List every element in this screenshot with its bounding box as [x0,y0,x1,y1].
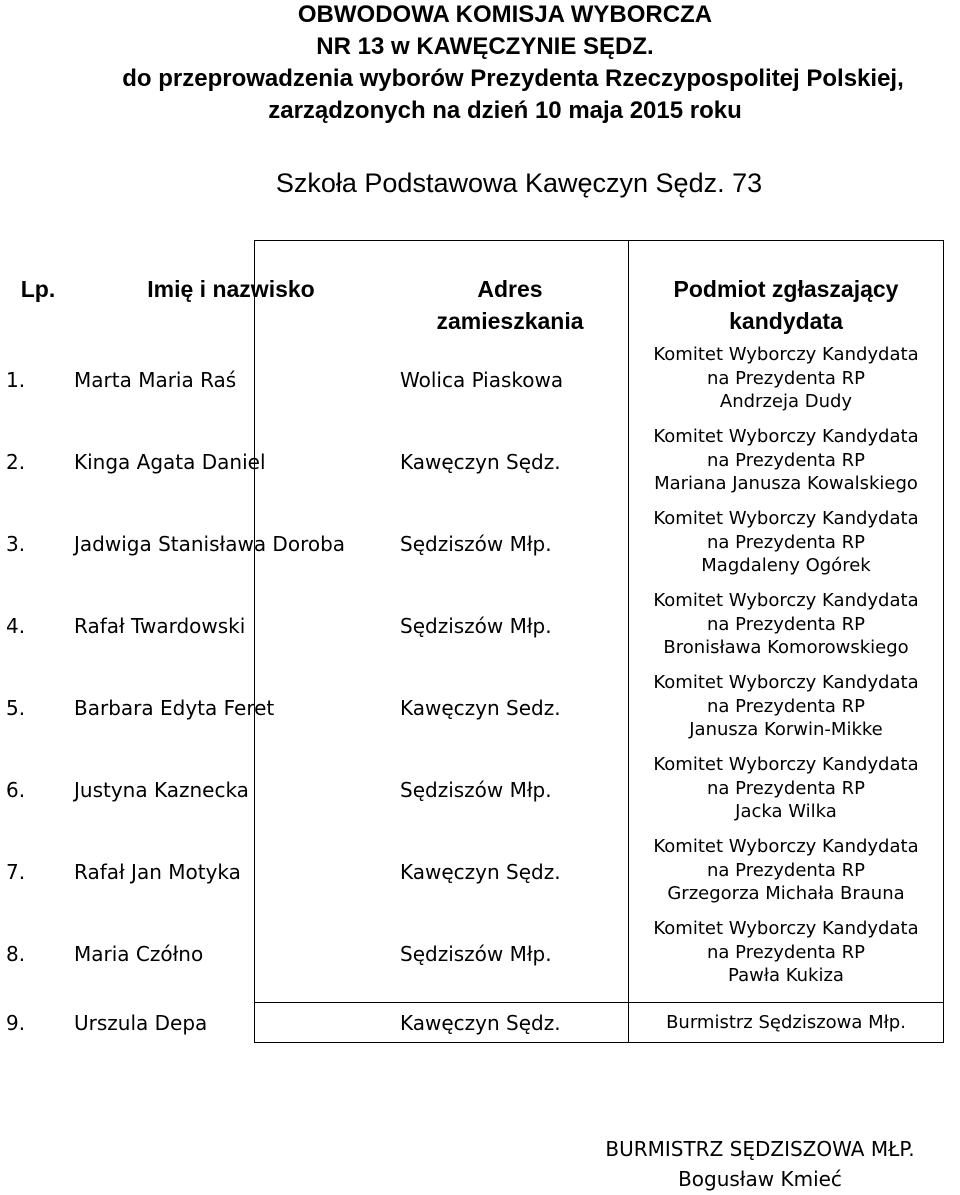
row-6-address: Sędziszów Młp. [400,778,552,802]
row-7-address: Kawęczyn Sędz. [400,860,561,884]
header-address-1: Adres [477,276,543,302]
row-1-nominator: Komitet Wyborczy Kandydata na Prezydenta RP Andrzeja Dudy [653,344,919,412]
signature-title: BURMISTRZ SĘDZISZOWA MŁP. [605,1137,915,1161]
row-9-name: Urszula Depa [74,1011,208,1035]
row-2-address: Kawęczyn Sędz. [400,450,561,474]
header-nominator-2: kandydata [729,308,843,334]
row-1-name: Marta Maria Raś [74,368,237,392]
row-7-nominator: Komitet Wyborczy Kandydata na Prezydenta RP Grzegorza Michała Brauna [653,836,919,904]
election-purpose: do przeprowadzenia wyborów Prezydenta Rzeczypospolitej Polskiej, [122,65,904,92]
row-4-name: Rafał Twardowski [74,614,246,638]
header-address-2: zamieszkania [436,308,584,334]
row-2-lp: 2. [6,450,26,474]
row-5-nominator: Komitet Wyborczy Kandydata na Prezydenta RP Janusza Korwin-Mikke [653,672,919,740]
row-3-nominator: Komitet Wyborczy Kandydata na Prezydenta RP Magdaleny Ogórek [653,508,919,576]
row-1-lp: 1. [6,368,26,392]
row-7-name: Rafał Jan Motyka [74,860,241,884]
row-3-lp: 3. [6,532,26,556]
polling-venue: Szkoła Podstawowa Kawęczyn Sędz. 73 [275,168,763,198]
row-5-name: Barbara Edyta Feret [74,696,275,720]
row-8-lp: 8. [6,942,26,966]
row-9-address: Kawęczyn Sędz. [400,1011,561,1035]
row-4-nominator: Komitet Wyborczy Kandydata na Prezydenta RP Bronisława Komorowskiego [653,590,919,658]
election-date: zarządzonych na dzień 10 maja 2015 roku [268,97,742,124]
header-lp: Lp. [20,276,56,302]
row-8-address: Sędziszów Młp. [400,942,552,966]
header-name: Imię i nazwisko [147,276,315,302]
row-3-address: Sędziszów Młp. [400,532,552,556]
row-5-lp: 5. [6,696,26,720]
commission-title: OBWODOWA KOMISJA WYBORCZA [297,1,713,28]
row-6-lp: 6. [6,778,26,802]
row-9-lp: 9. [6,1011,26,1035]
row-3-name: Jadwiga Stanisława Doroba [74,532,346,556]
row-2-nominator: Komitet Wyborczy Kandydata na Prezydenta RP Mariana Janusza Kowalskiego [653,426,919,494]
commission-number: NR 13 w KAWĘCZYNIE SĘDZ. [316,33,654,60]
row-1-address: Wolica Piaskowa [400,368,564,392]
row-2-name: Kinga Agata Daniel [74,450,266,474]
row-8-nominator: Komitet Wyborczy Kandydata na Prezydenta RP Pawła Kukiza [653,918,919,986]
row-9-nominator: Burmistrz Sędziszowa Młp. [666,1012,906,1033]
row-7-lp: 7. [6,860,26,884]
row-6-name: Justyna Kaznecka [74,778,249,802]
signature-name: Bogusław Kmieć [678,1167,842,1191]
row-8-name: Maria Czółno [74,942,204,966]
row-6-nominator: Komitet Wyborczy Kandydata na Prezydenta RP Jacka Wilka [653,754,919,822]
row-5-address: Kawęczyn Sedz. [400,696,561,720]
header-nominator-1: Podmiot zgłaszający [673,276,899,302]
row-4-address: Sędziszów Młp. [400,614,552,638]
table-bottom-row-divider [254,1002,944,1003]
row-4-lp: 4. [6,614,26,638]
